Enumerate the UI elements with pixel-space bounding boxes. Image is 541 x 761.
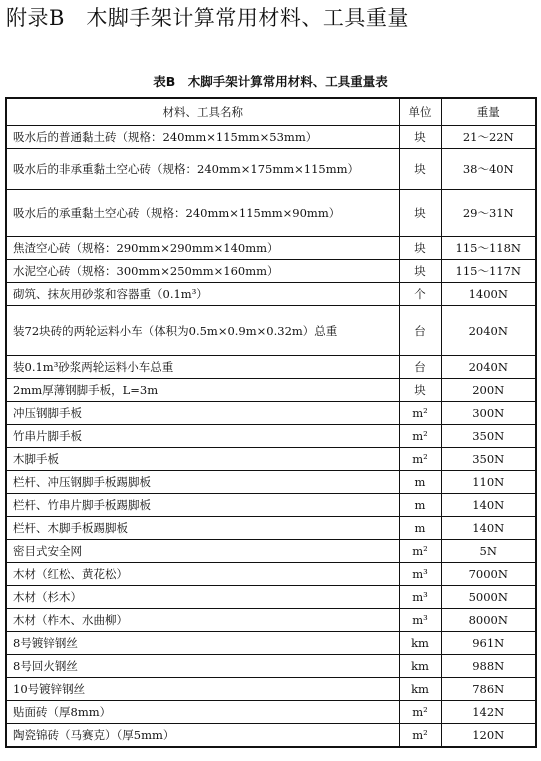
row-unit: m³ [399,609,441,632]
row-unit: 块 [399,237,441,260]
table-row [6,260,536,283]
row-unit: 个 [399,283,441,306]
table-row [6,448,536,471]
row-weight: 115～118N [441,237,536,260]
row-weight: 140N [441,517,536,540]
row-material-name: 8号回火钢丝 [6,655,399,678]
table-row [6,306,536,356]
row-material-name: 栏杆、竹串片脚手板踢脚板 [6,494,399,517]
row-material-name: 栏杆、木脚手板踢脚板 [6,517,399,540]
row-material-name: 栏杆、冲压钢脚手板踢脚板 [6,471,399,494]
table-row [6,724,536,748]
materials-weight-table [5,97,537,748]
row-unit: m² [399,724,441,748]
row-unit: m [399,517,441,540]
row-unit: m² [399,701,441,724]
table-row [6,126,536,149]
column-header-unit: 单位 [399,98,441,126]
row-material-name: 陶瓷锦砖（马赛克）（厚5mm） [6,724,399,748]
row-unit: 块 [399,126,441,149]
row-material-name: 吸水后的普通黏土砖（规格：240mm×115mm×53mm） [6,126,399,149]
table-row [6,517,536,540]
table-row [6,586,536,609]
row-weight: 786N [441,678,536,701]
row-unit: m² [399,402,441,425]
table-row [6,149,536,190]
row-material-name: 木材（杉木） [6,586,399,609]
row-weight: 300N [441,402,536,425]
row-material-name: 吸水后的非承重黏土空心砖（规格：240mm×175mm×115mm） [6,149,399,190]
row-weight: 200N [441,379,536,402]
row-unit: m [399,494,441,517]
table-row [6,356,536,379]
row-weight: 350N [441,425,536,448]
table-header-row [6,98,536,126]
row-unit: m [399,471,441,494]
row-weight: 140N [441,494,536,517]
table-row [6,425,536,448]
row-weight: 1400N [441,283,536,306]
column-header-name: 材料、工具名称 [6,98,399,126]
table-row [6,283,536,306]
row-unit: 块 [399,260,441,283]
row-weight: 2040N [441,356,536,379]
row-unit: m² [399,540,441,563]
row-material-name: 木材（柞木、水曲柳） [6,609,399,632]
row-weight: 21～22N [441,126,536,149]
row-unit: km [399,632,441,655]
row-unit: 台 [399,356,441,379]
table-row [6,379,536,402]
row-material-name: 贴面砖（厚8mm） [6,701,399,724]
row-unit: km [399,678,441,701]
row-material-name: 焦渣空心砖（规格：290mm×290mm×140mm） [6,237,399,260]
table-row [6,701,536,724]
row-unit: 块 [399,149,441,190]
row-material-name: 密目式安全网 [6,540,399,563]
row-weight: 115～117N [441,260,536,283]
row-unit: m³ [399,563,441,586]
table-row [6,540,536,563]
table-row [6,655,536,678]
row-material-name: 水泥空心砖（规格：300mm×250mm×160mm） [6,260,399,283]
row-material-name: 吸水后的承重黏土空心砖（规格：240mm×115mm×90mm） [6,190,399,237]
row-weight: 5N [441,540,536,563]
column-header-weight: 重量 [441,98,536,126]
row-unit: m² [399,425,441,448]
table-row [6,678,536,701]
row-material-name: 10号镀锌钢丝 [6,678,399,701]
row-weight: 5000N [441,586,536,609]
table-row [6,402,536,425]
row-unit: m³ [399,586,441,609]
row-weight: 961N [441,632,536,655]
table-row [6,609,536,632]
row-weight: 7000N [441,563,536,586]
row-material-name: 冲压钢脚手板 [6,402,399,425]
row-unit: 块 [399,190,441,237]
row-material-name: 木材（红松、黄花松） [6,563,399,586]
row-weight: 38～40N [441,149,536,190]
row-material-name: 木脚手板 [6,448,399,471]
row-material-name: 砌筑、抹灰用砂浆和容器重（0.1m³） [6,283,399,306]
row-material-name: 竹串片脚手板 [6,425,399,448]
page-title: 附录B 木脚手架计算常用材料、工具重量 [6,6,409,30]
row-material-name: 8号镀锌钢丝 [6,632,399,655]
row-unit: m² [399,448,441,471]
row-weight: 120N [441,724,536,748]
row-unit: 块 [399,379,441,402]
row-weight: 142N [441,701,536,724]
row-weight: 8000N [441,609,536,632]
row-material-name: 装0.1m³砂浆两轮运料小车总重 [6,356,399,379]
table-row [6,494,536,517]
table-row [6,190,536,237]
table-caption: 表B 木脚手架计算常用材料、工具重量表 [153,74,388,89]
row-weight: 2040N [441,306,536,356]
table-row [6,237,536,260]
row-weight: 988N [441,655,536,678]
row-weight: 29～31N [441,190,536,237]
table-row [6,632,536,655]
row-weight: 110N [441,471,536,494]
row-material-name: 2mm厚薄钢脚手板，L=3m [6,379,399,402]
row-weight: 350N [441,448,536,471]
row-unit: km [399,655,441,678]
table-row [6,563,536,586]
table-row [6,471,536,494]
row-unit: 台 [399,306,441,356]
row-material-name: 装72块砖的两轮运料小车（体积为0.5m×0.9m×0.32m）总重 [6,306,399,356]
